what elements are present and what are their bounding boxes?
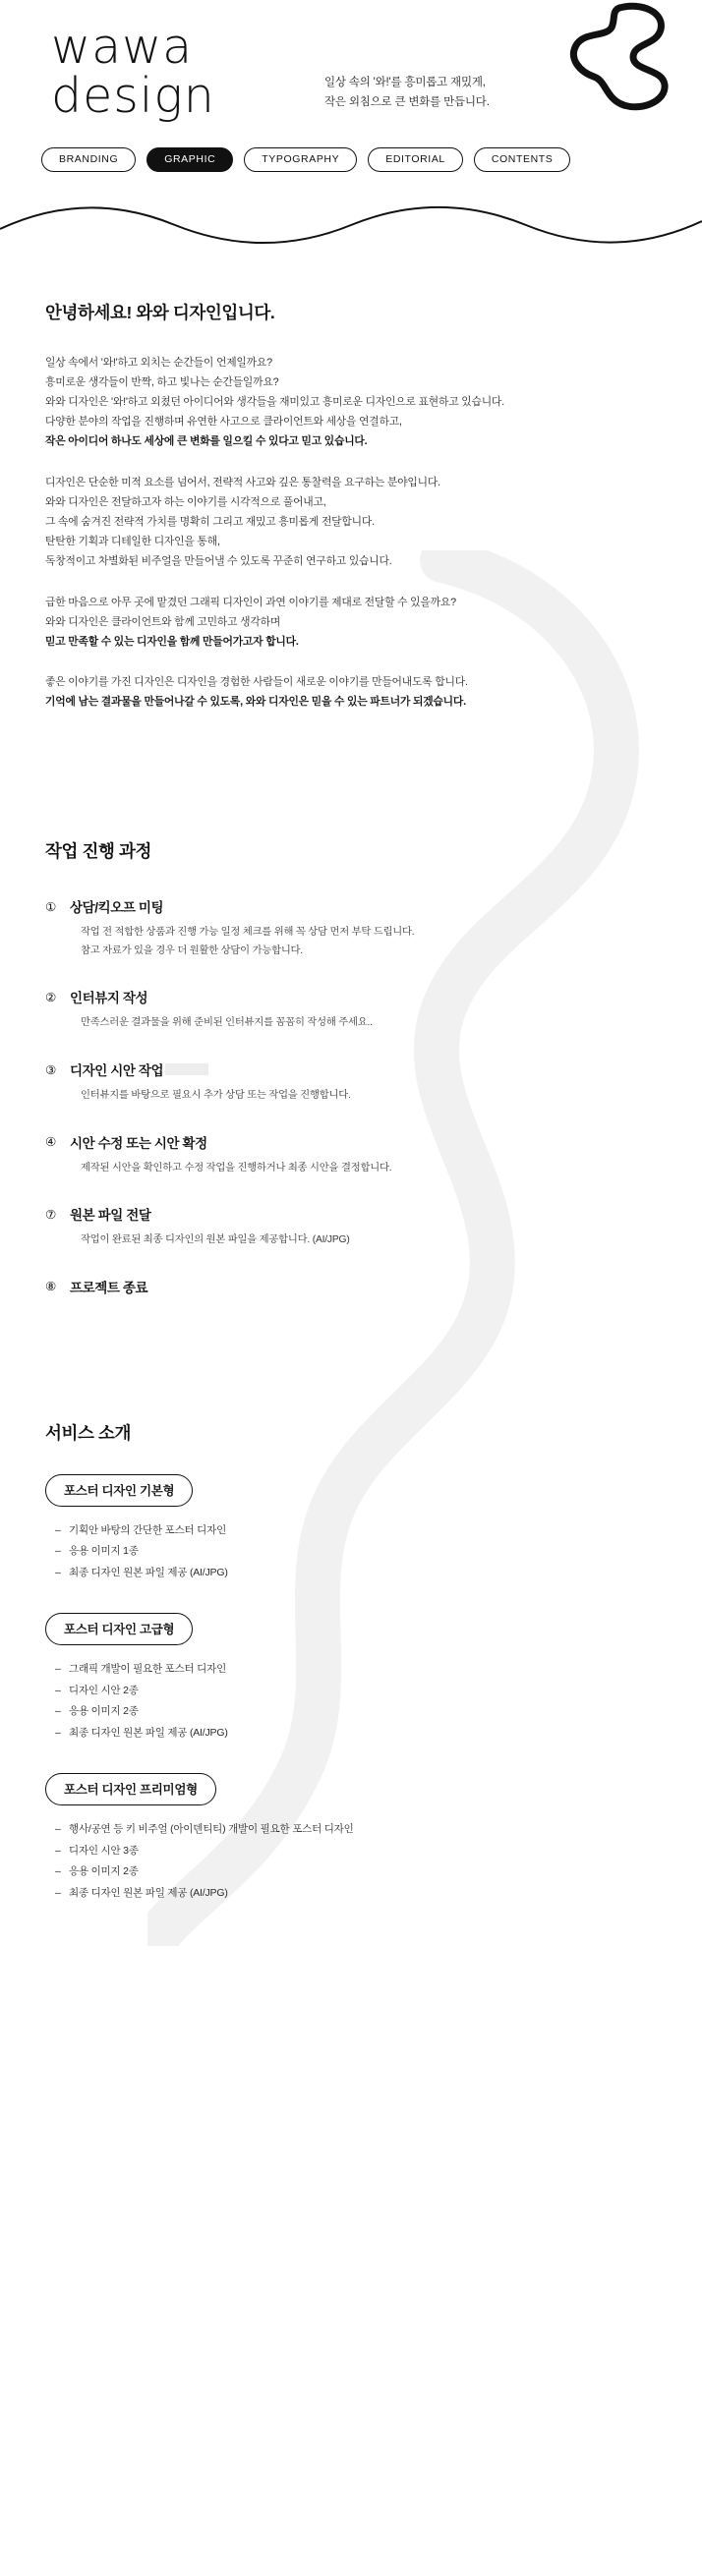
process-step <box>45 1204 657 1250</box>
process-step-header <box>45 1132 657 1152</box>
process-step-name: 원본 파일 전달 <box>70 1208 151 1224</box>
intro-p1-line-5-bold: 작은 아이디어 하나도 세상에 큰 변화를 일으킬 수 있다고 믿고 있습니다. <box>45 434 368 447</box>
intro-p2-line-3: 그 속에 숨겨진 전략적 가치를 명확히 그리고 재밌고 흥미롭게 전달합니다. <box>45 515 375 528</box>
intro-p1-line-1: 일상 속에서 '와!'하고 외치는 순간들이 언제일까요? <box>45 356 272 369</box>
nav-item-editorial[interactable]: EDITORIAL <box>368 147 463 172</box>
process-step-description <box>81 924 657 960</box>
intro-paragraph-2 <box>45 474 657 572</box>
brand-tagline-line-1: 일상 속의 '와!'를 흥미롭고 재밌게, <box>324 77 486 88</box>
intro-p3-line-1: 급한 마음으로 아무 곳에 맡겼던 그래픽 디자인이 과연 이야기를 제대로 전달할 수 있을까요? <box>45 596 456 608</box>
service-group-basic <box>45 1474 657 1584</box>
process-step-number: ② <box>45 990 57 1004</box>
service-item-list <box>55 1520 657 1584</box>
intro-p1-line-3: 와와 디자인은 '와!'하고 외쳤던 아이디어와 생각들을 재미있고 흥미로운 디자인으로 표현하고 있습니다. <box>45 395 504 408</box>
logo-line-1: wawa <box>51 19 194 75</box>
service-list-item: – 최종 디자인 원본 파일 제공 (AI/JPG) <box>55 1883 657 1905</box>
process-step <box>45 1059 657 1106</box>
brand-tagline-line-2: 작은 외침으로 큰 변화를 만듭니다. <box>324 96 490 109</box>
process-step-number: ③ <box>45 1062 57 1077</box>
services-section <box>0 1420 702 1905</box>
process-step-header <box>45 1059 657 1079</box>
intro-title: 안녕하세요! 와와 디자인입니다. <box>45 302 275 322</box>
process-step-desc-line-1: 작업이 완료된 최종 디자인의 원본 파일을 제공합니다. (AI/JPG) <box>81 1234 350 1246</box>
nav-item-branding[interactable]: BRANDING <box>41 147 136 172</box>
process-step <box>45 1132 657 1178</box>
process-step <box>45 1277 657 1296</box>
process-step-number: ⑦ <box>45 1207 57 1222</box>
intro-p1-line-2: 흥미로운 생각들이 반짝, 하고 빛나는 순간들일까요? <box>45 375 279 388</box>
intro-p4-line-2-bold: 기억에 남는 결과물을 만들어나갈 수 있도록, 와와 디자인은 믿을 수 있는 파트너가 되겠습니다. <box>45 696 466 709</box>
site-header <box>0 0 702 172</box>
service-list-item: – 디자인 시안 2종 <box>55 1681 657 1702</box>
service-list-item: – 최종 디자인 원본 파일 제공 (AI/JPG) <box>55 1723 657 1745</box>
service-badge: 포스터 디자인 프리미엄형 <box>45 1773 216 1805</box>
process-step-name: 프로젝트 종료 <box>70 1280 148 1295</box>
intro-p2-line-4: 탄탄한 기획과 디테일한 디자인을 통해, <box>45 535 220 547</box>
logo-line-2: design <box>51 67 215 124</box>
process-step-description <box>81 1231 657 1250</box>
intro-body <box>45 354 657 714</box>
process-step-desc-line-2: 참고 자료가 있을 경우 더 원활한 상담이 가능합니다. <box>81 945 303 956</box>
intro-paragraph-1 <box>45 354 657 452</box>
service-list-item: – 응용 이미지 2종 <box>55 1861 657 1883</box>
logo <box>0 19 702 124</box>
process-step-header <box>45 987 657 1006</box>
process-step-header <box>45 896 657 916</box>
process-step-name: 상담/킥오프 미팅 <box>70 900 164 916</box>
service-item-list <box>55 1819 657 1904</box>
process-step-desc-line-1: 인터뷰지를 바탕으로 필요시 추가 상담 또는 작업을 진행합니다. <box>81 1090 351 1101</box>
process-step-description <box>81 1087 657 1106</box>
intro-p3-line-2: 와와 디자인은 클라이언트와 함께 고민하고 생각하며 <box>45 615 281 628</box>
process-title: 작업 진행 과정 <box>45 841 151 862</box>
service-badge: 포스터 디자인 고급형 <box>45 1613 193 1645</box>
process-step-number: ① <box>45 899 57 914</box>
intro-p2-line-5: 독창적이고 차별화된 비주얼을 만들어낼 수 있도록 꾸준히 연구하고 있습니다. <box>45 554 392 567</box>
service-list-item: – 응용 이미지 1종 <box>55 1541 657 1563</box>
service-group-premium <box>45 1773 657 1904</box>
services-title: 서비스 소개 <box>45 1422 131 1443</box>
process-step-header <box>45 1204 657 1224</box>
process-step-name: 시안 수정 또는 시안 확정 <box>70 1135 207 1151</box>
service-list-item: – 행사/공연 등 키 비주얼 (아이덴티티) 개발이 필요한 포스터 디자인 <box>55 1819 657 1841</box>
wave-divider <box>0 196 702 249</box>
intro-p2-line-2: 와와 디자인은 전달하고자 하는 이야기를 시각적으로 풀어내고, <box>45 495 326 508</box>
process-section <box>0 838 702 1295</box>
nav-item-contents[interactable]: CONTENTS <box>474 147 571 172</box>
service-badge: 포스터 디자인 기본형 <box>45 1474 193 1507</box>
service-item-list <box>55 1659 657 1744</box>
nav-item-graphic[interactable]: GRAPHIC <box>146 147 233 172</box>
service-list-item: – 응용 이미지 2종 <box>55 1701 657 1723</box>
intro-section <box>0 300 702 714</box>
intro-p4-line-1: 좋은 이야기를 가진 디자인은 디자인을 경험한 사람들이 새로운 이야기를 만들어내도록 합니다. <box>45 676 468 689</box>
process-step-header <box>45 1277 657 1296</box>
process-step-desc-line-1: 제작된 시안을 확인하고 수정 작업을 진행하거나 최종 시안을 결정합니다. <box>81 1162 392 1174</box>
category-nav <box>0 122 702 172</box>
process-step <box>45 987 657 1033</box>
process-step-list <box>45 896 657 1295</box>
service-list-item: – 최종 디자인 원본 파일 제공 (AI/JPG) <box>55 1563 657 1584</box>
process-step-number: ④ <box>45 1135 57 1150</box>
process-step-description <box>81 1160 657 1178</box>
brand-tagline <box>324 73 490 112</box>
process-step-name: 디자인 시안 작업 <box>70 1059 163 1079</box>
process-step-number: ⑧ <box>45 1280 57 1294</box>
intro-paragraph-4 <box>45 673 657 713</box>
intro-paragraph-3 <box>45 594 657 653</box>
service-list-item: – 그래픽 개발이 필요한 포스터 디자인 <box>55 1659 657 1681</box>
intro-p1-line-4: 다양한 분야의 작업을 진행하며 유연한 사고으로 클라이언트와 세상을 연결하고, <box>45 415 402 428</box>
process-step-description <box>81 1014 657 1033</box>
process-step-name: 인터뷰지 작성 <box>70 991 148 1006</box>
intro-p2-line-1: 디자인은 단순한 미적 요소를 넘어서, 전략적 사고와 깊은 통찰력을 요구하는 분야입니다. <box>45 476 440 488</box>
service-list-item: – 기획안 바탕의 간단한 포스터 디자인 <box>55 1520 657 1542</box>
intro-p3-line-3-bold: 믿고 만족할 수 있는 디자인을 함께 만들어가고자 합니다. <box>45 635 299 648</box>
process-step <box>45 896 657 960</box>
nav-item-typography[interactable]: TYPOGRAPHY <box>244 147 357 172</box>
service-list-item: – 디자인 시안 3종 <box>55 1841 657 1862</box>
bottom-spacer <box>0 1904 702 1973</box>
process-step-desc-line-1: 만족스러운 결과물을 위해 준비된 인터뷰지를 꼼꼼히 작성해 주세요.. <box>81 1017 373 1029</box>
process-step-desc-line-1: 작업 전 적합한 상품과 진행 가능 일정 체크를 위해 꼭 상담 먼저 부탁 드립니다. <box>81 927 415 939</box>
service-group-advanced <box>45 1613 657 1744</box>
